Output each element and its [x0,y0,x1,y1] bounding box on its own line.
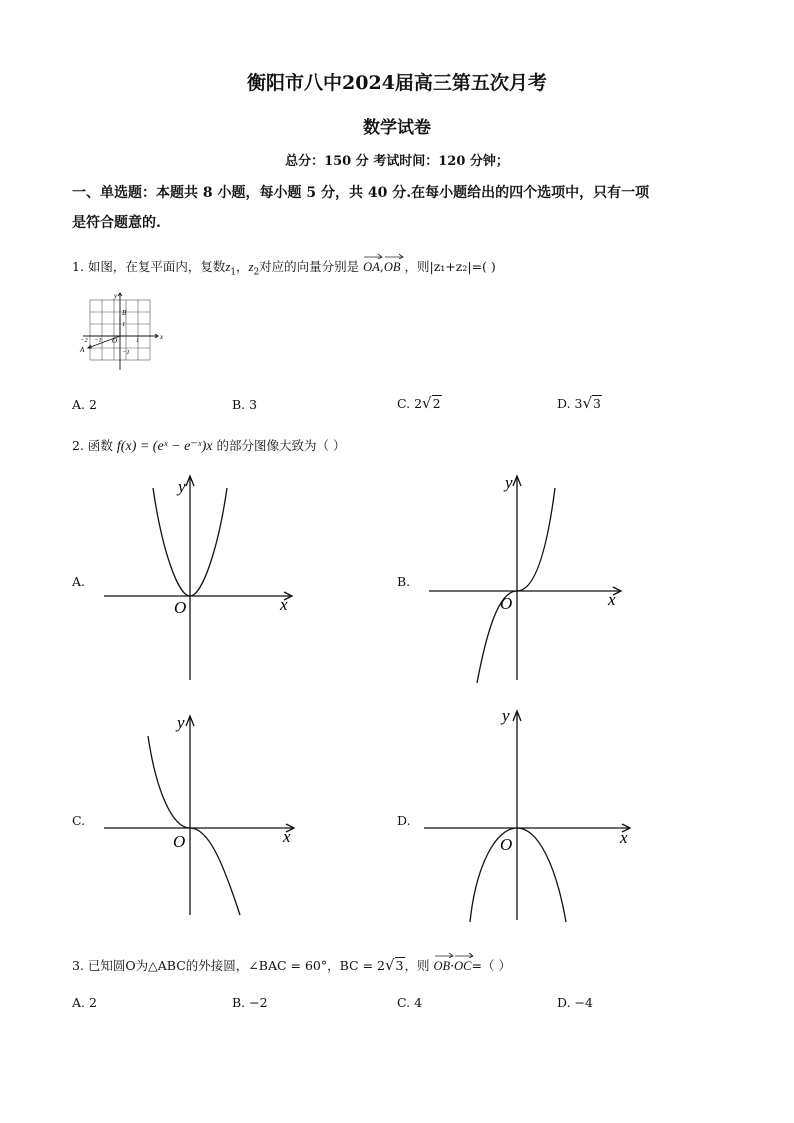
fig-tick-neg2-x: −2 [80,337,88,344]
graph-b-x-label: x [608,590,616,609]
question-3-number: 3. [72,958,84,973]
q3-sqrt-value: 3 [395,958,404,973]
graph-b[interactable] [425,470,630,685]
question-2-text [72,436,345,455]
fig-y-label: y [114,292,118,300]
q2-option-d[interactable]: D. [397,813,411,828]
vector-ob-q3: OB [434,959,451,974]
vector-oc-q3: OC [454,959,471,974]
exam-subtitle: 数学试卷 [363,118,431,138]
fig-x-label: x [160,333,164,341]
q3-stem-end: =（ ） [471,958,511,973]
graph-a-origin: O [174,598,187,617]
graph-d-origin: O [500,835,513,854]
q2-option-a[interactable]: A. [72,574,86,589]
graph-a-x-label: x [280,595,288,614]
sqrt-icon: √ [422,394,432,412]
sqrt-icon: √ [384,956,395,974]
fig-tick-neg1-y: −1 [122,349,130,356]
fig-o-label: O [112,337,118,345]
z2-symbol: z [248,260,254,274]
vector-oa: OA [363,260,380,275]
question-2-stem-end: 的部分图像大致为（ ） [216,438,346,453]
z-separator: ， [236,259,249,274]
question-2-stem-start: 函数 [87,438,113,453]
dot-operator: · [450,958,455,973]
sqrt-icon: √ [582,394,593,412]
graph-c-y-label: y [177,713,185,732]
graph-a[interactable] [100,470,300,685]
q3-stem-then: ，则 [404,958,430,973]
fig-tick-1-y: 1 [122,321,126,328]
question-1-stem-start: 如图，在复平面内，复数 [87,259,226,274]
q3-option-d[interactable]: D. −4 [557,995,593,1010]
q3-option-a[interactable]: A. 2 [72,995,97,1010]
z1-symbol: z [225,260,231,274]
vector-comma: , [379,259,384,274]
graph-d-x-label: x [620,828,628,847]
graph-c-x-label: x [283,827,291,846]
vector-ob: OB [384,260,401,275]
fig-b-label: B [122,309,127,317]
q3-option-b[interactable]: B. −2 [232,995,268,1010]
q2-option-b[interactable]: B. [397,574,411,589]
q2-option-c[interactable]: C. [72,813,86,828]
q1-option-b[interactable]: B. 3 [232,397,258,412]
q1-option-a[interactable]: A. 2 [72,397,97,412]
graph-b-origin: O [500,594,513,613]
question-2-number: 2. [72,438,84,453]
question-1-stem-end: ，则|z₁+z₂|=( ) [404,259,496,274]
question-3-text [72,956,511,974]
question-2-formula: f(x) = (eˣ − e⁻ˣ)x [116,439,213,454]
fig-tick-1-x: 1 [136,337,140,344]
question-3-stem: 已知圆O为△ABC的外接圆，∠BAC = 60°，BC = 2 [87,958,385,973]
q1-option-c[interactable]: C. 2√2 [397,394,441,412]
section-heading-line2: 是符合题意的. [72,215,161,231]
exam-info: 总分：150 分 考试时间：120 分钟； [285,154,509,169]
question-1-text: 1. 如图，在复平面内，复数$z_1$，$z_2$对应的向量分别是 OA, OB ，则|z₁+z₂|=( ) [72,257,496,278]
fig-a-label: A [80,346,85,354]
fig-tick-neg1-x: −1 [94,337,102,344]
exam-title: 衡阳市八中2024届高三第五次月考 [247,72,547,94]
graph-b-y-label: y [505,473,513,492]
graph-d[interactable] [420,705,635,925]
q3-option-c[interactable]: C. 4 [397,995,423,1010]
question-1-stem-mid: 对应的向量分别是 [259,259,360,274]
graph-c-origin: O [173,832,186,851]
question-1-number: 1. [72,259,84,274]
graph-c[interactable] [100,710,300,920]
question-1-figure [78,290,168,370]
section-heading-line1: 一、单选题：本题共 8 小题，每小题 5 分，共 40 分.在每小题给出的四个选项中，只有一项 [72,185,650,201]
graph-a-y-label: y [178,477,186,496]
q1-option-d[interactable]: D. 3√3 [557,394,601,412]
graph-d-y-label: y [502,706,510,725]
